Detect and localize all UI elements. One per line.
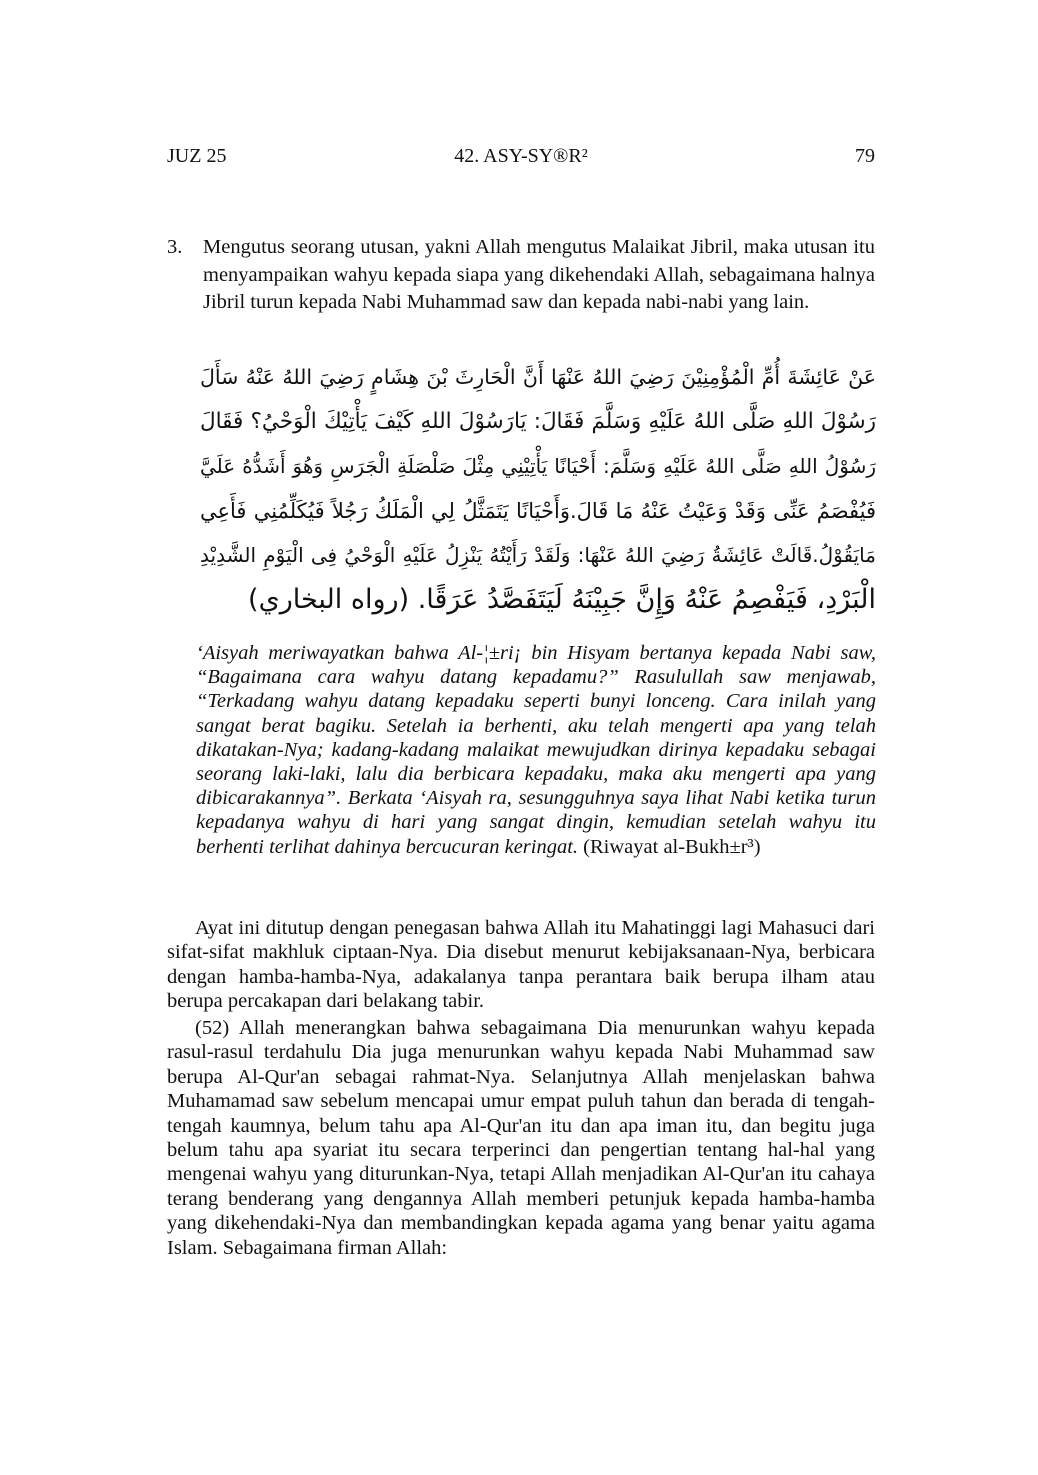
hadith-line: فَيُفْصَمُ عَنِّى وَقَدْ وَعَيْتُ عَنْهُ مَا قَالَ.وَأَحْيَانًا يَتَمَثَّلُ لِي الْمَلَكُ رَجُلاً فَيُكَلِّمُنِي فَأَعِي <box>200 498 876 523</box>
item-number: 3. <box>167 236 183 258</box>
translation-source: (Riwayat al-Bukh±r³) <box>583 835 761 858</box>
translation-text: ‘Aisyah meriwayatkan bahwa Al-¦±ri¡ bin Hisyam bertanya kepada Nabi saw, “Bagaimana cara wahyu datang kepadamu?” Rasulullah saw menjawab, “Terkadang wahyu datang kepadaku seperti bunyi lonceng. Cara inilah yang sangat berat bagiku. Setelah ia berhenti, aku telah mengerti apa yang telah dikatakan-Nya; kadang-kadang malaikat mewujudkan dirinya kepadaku sebagai seorang laki-laki, lalu dia berbicara kepadaku, maka aku mengerti apa yang dibicarakannya”. Berkata ‘Aisyah ra, sesungguhnya saya lihat Nabi ketika turun kepadanya wahyu di hari yang sangat dingin, kemudian setelah wahyu itu berhenti terlihat dahinya bercucuran keringat. <box>196 642 876 858</box>
surah-title: 42. ASY-SY®R² <box>454 145 588 167</box>
juz-label: JUZ 25 <box>167 145 227 167</box>
hadith-line: مَايَقُوْلُ.قَالَتْ عَائِشَةُ رَضِيَ اللهُ عَنْهَا: وَلَقَدْ رَأَيْتُهُ يَنْزِلُ عَلَيْهِ الْوَحْيُ فِى الْيَوْمِ الشَّدِيْدِ <box>200 543 876 567</box>
hadith-line: الْبَرْدِ، فَيَفْصِمُ عَنْهُ وَإِنَّ جَبِيْنَهُ لَيَتَفَصَّدُ عَرَقًا. (رواه البخاري) <box>248 583 876 615</box>
hadith-translation <box>196 641 876 859</box>
body-paragraph: Ayat ini ditutup dengan penegasan bahwa Allah itu Mahatinggi lagi Mahasuci dari sifat-sifat makhluk ciptaan-Nya. Dia disebut menurut kebijaksanaan-Nya, berbicara dengan hamba-hamba-Nya, adakalanya tanpa perantara baik berupa ilham atau berupa percakapan dari belakang tabir. <box>167 917 875 1013</box>
body-paragraph: (52) Allah menerangkan bahwa sebagaimana Dia menurunkan wahyu kepada rasul-rasul terdahulu Dia juga menurunkan wahyu kepada Nabi Muhammad saw berupa Al-Qur'an sebagai rahmat-Nya. Selanjutnya Allah menjelaskan bahwa Muhamamad saw sebelum mencapai umur empat puluh tahun dan berada di tengah-tengah kaumnya, belum tahu apa Al-Qur'an itu dan apa iman itu, dan begitu juga belum tahu apa syariat itu secara terperinci dan pengertian tentang hal-hal yang mengenai wahyu yang diturunkan-Nya, tetapi Allah menjadikan Al-Qur'an itu cahaya terang benderang yang dengannya Allah memberi petunjuk kepada hamba-hamba yang dikehendaki-Nya dan membandingkan kepada agama yang benar yaitu agama Islam. Sebagaimana firman Allah: <box>167 1017 875 1259</box>
hadith-line: عَنْ عَائِشَةَ أُمِّ الْمُؤْمِنِيْنَ رَضِيَ اللهُ عَنْهَا أَنَّ الْحَارِثَ بْنَ هِشَامٍ رَضِيَ اللهُ عَنْهُ سَأَلَ <box>200 365 876 389</box>
item-text: Mengutus seorang utusan, yakni Allah mengutus Malaikat Jibril, maka utusan itu menyampaikan wahyu kepada siapa yang dikehendaki Allah, sebagaimana halnya Jibril turun kepada Nabi Muhammad saw dan kepada nabi-nabi yang lain. <box>203 236 875 313</box>
page-number: 79 <box>855 145 875 167</box>
hadith-line: رَسُوْلَ اللهِ صَلَّى اللهُ عَلَيْهِ وَسَلَّمَ فَقَالَ: يَارَسُوْلَ اللهِ كَيْفَ يَأْتِيْكَ الْوَحْيُ؟ فَقَالَ <box>200 408 876 434</box>
numbered-item <box>167 234 875 317</box>
hadith-line: رَسُوْلُ اللهِ صَلَّى اللهُ عَلَيْهِ وَسَلَّمَ: أَحْيَانًا يَأْتِيْنِي مِثْلَ صَلْصَلَةِ الْجَرَسِ وَهُوَ أَشَدُّهُ عَلَيَّ <box>200 454 876 478</box>
hadith-arabic-text <box>200 355 876 622</box>
page-header <box>167 145 875 175</box>
